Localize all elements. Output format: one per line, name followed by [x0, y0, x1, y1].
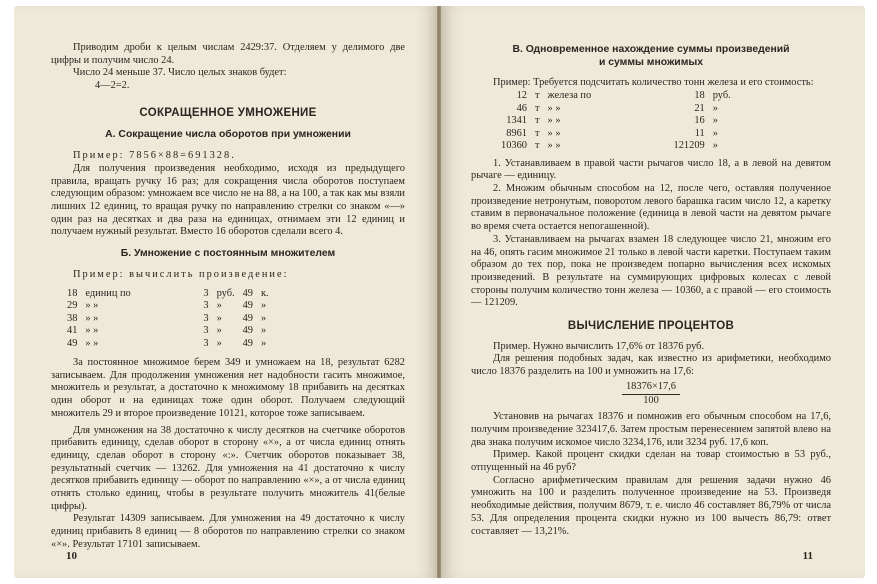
- table-cell: 21: [694, 102, 705, 114]
- paragraph-p2: Установив на рычагах 18376 и помножив его обычным способом на 17,6, получим произведение 323417,6. Затем простым перенесением запятой влево на два знака получим искомое число 3234,176, или 3234 руб. 17,6 коп.: [471, 411, 831, 448]
- table-cell: »: [261, 337, 267, 349]
- table-cell: 3: [203, 325, 209, 337]
- table-row: [63, 300, 273, 313]
- page-number: 10: [66, 550, 77, 562]
- subsection-b-title: Б. Умножение с постоянным множителем: [120, 248, 336, 260]
- table-cell: 8961: [506, 127, 527, 139]
- right-page: [441, 6, 865, 578]
- table-cell: » »: [547, 127, 561, 139]
- table-cell: 46: [516, 102, 527, 114]
- table-cell: 3: [203, 287, 209, 299]
- right-page-text: [471, 44, 831, 538]
- example-a: Пример: 7856×88=691328.: [73, 150, 236, 162]
- table-cell: т: [534, 127, 540, 139]
- page-number: 11: [802, 550, 813, 562]
- table-cell: 29: [67, 300, 78, 312]
- table-cell: 1341: [506, 115, 527, 127]
- paragraph-p1: Для решения подобных задач, как известно из арифметики, необходимо число 18376 разделить на 100 и умножить на 17,6:: [471, 353, 831, 378]
- example-p1: Пример. Нужно вычислить 17,6% от 18376 руб.: [493, 340, 705, 352]
- intro-line: Число 24 меньше 37. Число целых знаков будет:: [73, 67, 287, 79]
- table-row: [497, 103, 735, 116]
- table-cell: 49: [67, 337, 78, 349]
- table-cell: 12: [516, 90, 527, 102]
- table-cell: 49: [242, 300, 253, 312]
- subsection-v-title-line2: и суммы множимых: [598, 56, 704, 68]
- table-cell: т: [534, 140, 540, 152]
- table-row: [497, 115, 735, 128]
- fraction-numerator: 18376×17,6: [622, 381, 680, 395]
- table-cell: » »: [85, 337, 99, 349]
- table-cell: 10360: [501, 140, 527, 152]
- table-cell: »: [261, 312, 267, 324]
- table-cell: »: [216, 312, 222, 324]
- intro-paragraph: Приводим дроби к целым числам 2429:37. Отделяем у делимого две цифры и получим число 24.: [51, 42, 405, 66]
- table-cell: » »: [85, 325, 99, 337]
- table-cell: железа по: [547, 90, 592, 102]
- table-cell: »: [216, 325, 222, 337]
- fraction: [622, 381, 680, 407]
- table-cell: »: [216, 337, 222, 349]
- fraction-denominator: 100: [643, 394, 659, 406]
- table-cell: 18: [67, 287, 78, 299]
- table-cell: 49: [242, 287, 253, 299]
- table-cell: т: [534, 115, 540, 127]
- table-cell: »: [712, 140, 718, 152]
- paragraph-b2: Для умножения на 38 достаточно к числу десятков на счетчике оборотов прибавить единицу, сделав оборот в сторону «×», а от числа единиц отнять единицу, сделав оборот в сторону «:». Счетчик оборотов показывает 38, результатный счетчик — 13262. Для умножения на 41 достаточно к числу десятков прибавить единицу — оборот по направлению «×», а от числа единиц отнять столько единиц, чтобы в результате получить множитель 41(белые цифры).: [51, 424, 405, 512]
- table-row: [63, 288, 273, 301]
- table-row: [497, 140, 735, 153]
- subsection-v-title: [471, 44, 831, 69]
- section-title: СОКРАЩЕННОЕ УМНОЖЕНИЕ: [139, 106, 317, 119]
- table-cell: » »: [85, 300, 99, 312]
- paragraph-p3: Согласно арифметическим правилам для решения задачи нужно 46 умножить на 100 и разделить полученное произведение на 53. Произведя необходимые действия, получим 8679, т. е. число 46 составляет 86,79% от числа 53. Для определения процента скидки нужно из 100 вычесть 86,79: ответ составляет — 13,21%.: [471, 474, 831, 537]
- step-1: 1. Устанавливаем в правой части рычагов число 18, а в левой на девятом рычаге — единицу.: [471, 157, 831, 182]
- book-spread: [14, 6, 865, 578]
- left-page: [14, 6, 437, 578]
- table-cell: 3: [203, 337, 209, 349]
- table-cell: т: [534, 90, 540, 102]
- subsection-v-title-line1: В. Одновременное нахождение суммы произведений: [512, 44, 790, 55]
- table-cell: » »: [547, 115, 561, 127]
- fraction-formula: [471, 381, 831, 407]
- table-cell: 16: [694, 115, 705, 127]
- step-3: 3. Устанавливаем на рычагах взамен 18 следующее число 21, множим его на 46, опять гасим множимое 21 только в левой части каретки. Поступаем таким образом до тех пор, пока не произведем попарно вычисления всех искомых произведений. В результате на суммирующих цифровых колесах с левой стороны получим количество тонн железа — 10360, а с правой — его стоимость — 121209.: [471, 233, 831, 309]
- table-cell: »: [261, 300, 267, 312]
- paragraph-a: Для получения произведения необходимо, исходя из предыдущего правила, вращать ручку 16 раз; для сокращения числа оборотов поступаем следующим образом: умножаем все число не на 88, а на 100, а так как мы взяли лишних 12 единиц, то вращая ручку по направлению стрелки со знаком «—» один раз на десятках и два раза на единицах, отнимаем эти 12 единиц и получаем нужный результат. Вместо 16 оборотов сделали всего 4.: [51, 162, 405, 238]
- iron-table: [497, 90, 735, 153]
- table-cell: т: [534, 102, 540, 114]
- table-cell: 49: [242, 337, 253, 349]
- table-cell: » »: [547, 102, 561, 114]
- table-row: [63, 325, 273, 338]
- table-row: [63, 338, 273, 351]
- subsection-a-title: А. Сокращение числа оборотов при умножении: [105, 128, 351, 140]
- table-cell: 41: [67, 325, 78, 337]
- table-cell: руб.: [216, 287, 235, 299]
- table-row: [497, 90, 735, 103]
- table-cell: 11: [694, 127, 705, 139]
- intro-formula: 4—2=2.: [95, 80, 130, 92]
- table-cell: »: [261, 325, 267, 337]
- example-v: Пример: Требуется подсчитать количество тонн железа и его стоимость:: [493, 77, 814, 89]
- table-cell: 121209: [673, 140, 705, 152]
- example-b: Пример: вычислить произведение:: [73, 268, 289, 280]
- table-cell: 3: [203, 312, 209, 324]
- table-cell: » »: [547, 140, 561, 152]
- multiplication-table: [63, 288, 273, 351]
- table-cell: 49: [242, 312, 253, 324]
- table-row: [497, 128, 735, 141]
- table-cell: единиц по: [85, 287, 131, 299]
- step-2: 2. Множим обычным способом на 12, после чего, оставляя полученное произведение нетронутым, поворотом левого барашка гасим число 12, а каретку ставим в первоначальное положение (единица в левой части на девятом рычаге во время счета остается непогашенной).: [471, 183, 831, 233]
- table-cell: 18: [694, 90, 705, 102]
- table-cell: 3: [203, 300, 209, 312]
- left-page-text: [51, 42, 405, 552]
- example-p2: Пример. Какой процент скидки сделан на товар стоимостью в 53 руб., отпущенный на 46 руб?: [471, 449, 831, 474]
- paragraph-b3: Результат 14309 записываем. Для умножения на 49 достаточно к числу единиц прибавить 8 единиц — 8 оборотов по направлению стрелки со знаком «×». Результат 17101 записываем.: [51, 513, 405, 550]
- table-cell: »: [712, 115, 718, 127]
- table-cell: »: [712, 102, 718, 114]
- table-cell: 49: [242, 325, 253, 337]
- section-title-percent: ВЫЧИСЛЕНИЕ ПРОЦЕНТОВ: [567, 320, 735, 333]
- table-cell: руб.: [712, 90, 731, 102]
- table-cell: » »: [85, 312, 99, 324]
- table-row: [63, 313, 273, 326]
- table-cell: к.: [261, 287, 269, 299]
- table-cell: 38: [67, 312, 78, 324]
- table-cell: »: [712, 127, 718, 139]
- paragraph-b1: За постоянное множимое берем 349 и умножаем на 18, результат 6282 записываем. Для продолжения умножения нет надобности гасить множимое, множитель и результат, а достаточно к множимому 18 прибавить на десятках один оборот и на единицах тоже один оборот. Получаем следующий множитель 29 и второе произведение 10121, которое тоже записываем.: [51, 357, 405, 419]
- table-cell: »: [216, 300, 222, 312]
